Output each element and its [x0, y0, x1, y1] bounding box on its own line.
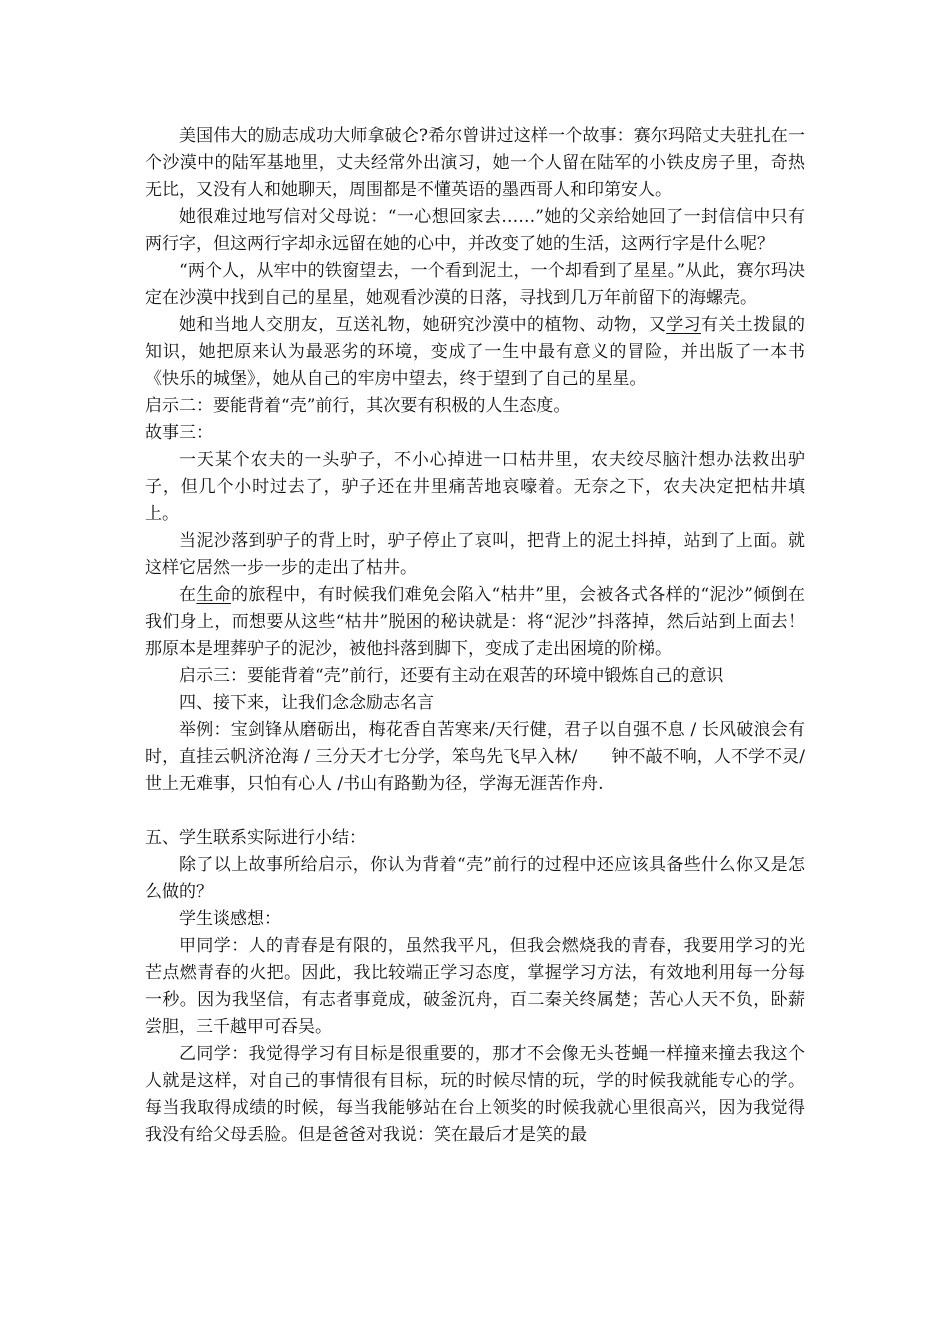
text-segment: 她和当地人交朋友，互送礼物，她研究沙漠中的植物、动物，又: [179, 315, 667, 335]
paragraph-quotes: 举例：宝剑锋从磨砺出，梅花香自苦寒来/天行健，君子以自强不息 / 长风破浪会有时，直挂云帆济沧海 / 三分天才七分学，笨鸟先飞早入林/ 钟不敲不响，人不学不灵/ 世上无难事，只怕有心人 /书山有路勤为径，学海无涯苦作舟.: [145, 720, 839, 794]
heading-section-four: 四、接下来，让我们念念励志名言: [179, 693, 434, 713]
link-study[interactable]: 学习: [666, 315, 702, 335]
paragraph-stars-quote: “两个人，从牢中的铁窗望去，一个看到泥土，一个却看到了星星。”从此，赛尔玛决定在沙漠中找到自己的星星，她观看沙漠的日落，寻找到几万年前留下的海螺壳。: [145, 261, 805, 308]
link-life[interactable]: 生命: [196, 585, 232, 605]
paragraph-question: 除了以上故事所给启示，你认为背着“壳”前行的过程中还应该具备些什么你又是怎么做的？: [145, 855, 805, 902]
paragraph-life-well: [145, 582, 805, 663]
blank-line: [145, 798, 805, 825]
paragraph-students-talk: 学生谈感想：: [179, 909, 281, 929]
heading-story-three: 故事三：: [145, 423, 213, 443]
paragraph-letter: 她很难过地写信对父母说：“一心想回家去……”她的父亲给她回了一封信信中只有两行字，但这两行字却永远留在她的心中，并改变了她的生活，这两行字是什么呢？: [145, 207, 805, 254]
heading-insight-two: 启示二：要能背着“壳”前行，其次要有积极的人生态度。: [145, 396, 571, 416]
paragraph-student-b: 乙同学：我觉得学习有目标是很重要的，那才不会像无头苍蝇一样撞来撞去我这个人就是这样，对自己的事情很有目标，玩的时候尽情的玩，学的时候我就能专心的学。每当我取得成绩的时候，每当我能够站在台上领奖的时候我就心里很高兴，因为我觉得我没有给父母丢脸。但是爸爸对我说：笑在最后才是笑的最: [145, 1044, 805, 1145]
paragraph-story-intro: 美国伟大的励志成功大师拿破仑?希尔曾讲过这样一个故事：赛尔玛陪丈夫驻扎在一个沙漠中的陆军基地里，丈夫经常外出演习，她一个人留在陆军的小铁皮房子里，奇热无比，又没有人和她聊天，周围都是不懂英语的墨西哥人和印第安人。: [145, 126, 805, 200]
heading-insight-three: 启示三：要能背着“壳”前行，还要有主动在艰苦的环境中锻炼自己的意识: [179, 666, 724, 686]
text-segment: 有关土拨鼠的知识，她把原来认为最恶劣的环境，变成了一生中最有意义的冒险，并出版了一本书《快乐的城堡》，她从自己的牢房中望去，终于望到了自己的星星。: [145, 315, 806, 389]
document-body: [145, 123, 839, 1149]
paragraph-donkey-well: 一天某个农夫的一头驴子，不小心掉进一口枯井里，农夫绞尽脑汁想办法救出驴子，但几个小时过去了，驴子还在井里痛苦地哀嚎着。无奈之下，农夫决定把枯井填上。: [145, 450, 805, 524]
paragraph-donkey-climb: 当泥沙落到驴子的背上时，驴子停止了哀叫，把背上的泥土抖掉，站到了上面。就这样它居然一步一步的走出了枯井。: [145, 531, 805, 578]
paragraph-desert-life: [145, 312, 805, 393]
text-segment: 在: [179, 585, 197, 605]
paragraph-student-a: 甲同学：人的青春是有限的，虽然我平凡，但我会燃烧我的青春，我要用学习的光芒点燃青春的火把。因此，我比较端正学习态度，掌握学习方法，有效地利用每一分每一秒。因为我坚信，有志者事竟成，破釜沉舟，百二秦关终属楚；苦心人天不负，卧薪尝胆，三千越甲可吞吴。: [145, 936, 805, 1037]
text-segment: 的旅程中，有时候我们难免会陷入“枯井”里，会被各式各样的“泥沙”倾倒在我们身上，而想要从这些“枯井”脱困的秘诀就是：将“泥沙”抖落掉，然后站到上面去！那原本是埋葬驴子的泥沙，被他抖落到脚下，变成了走出困境的阶梯。: [145, 585, 806, 659]
heading-section-five: 五、学生联系实际进行小结：: [145, 828, 366, 848]
